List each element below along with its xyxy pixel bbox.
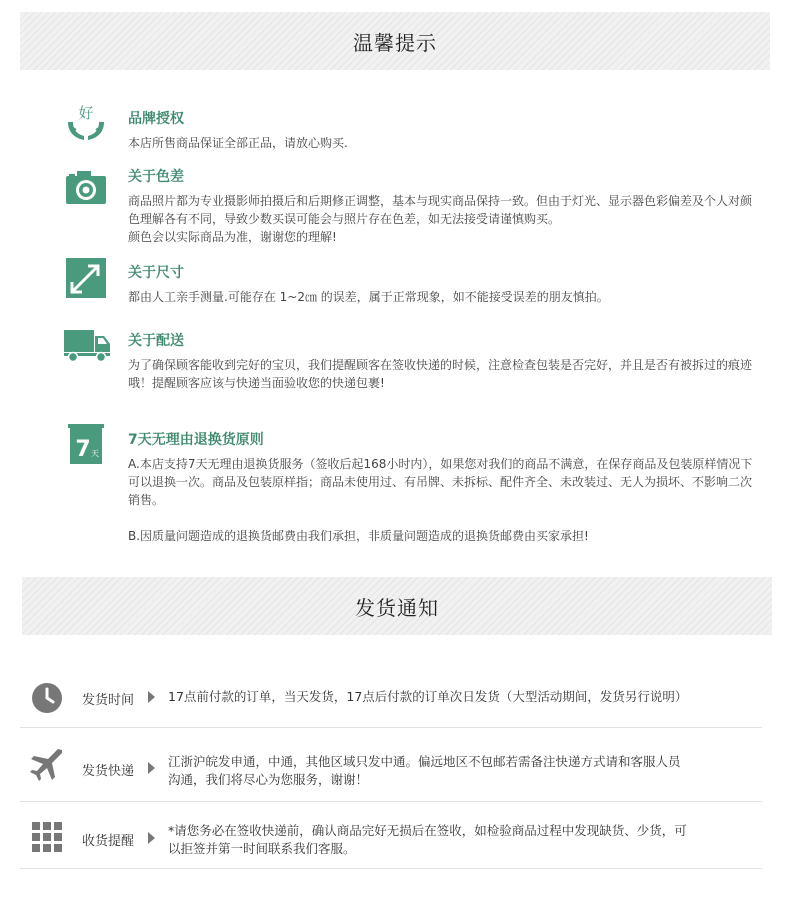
shipping-time-row <box>30 681 762 717</box>
shipping-notice-banner <box>22 577 772 635</box>
shipping-label: 收货提醒 <box>82 834 135 849</box>
shipping-desc: *请您务必在签收快递前，确认商品完好无损后在签收，如检验商品过程中发现缺货、少货，可以拒签并第一时间联系我们客服。 <box>168 823 687 856</box>
divider <box>20 727 762 728</box>
warm-tips-title: 温馨提示 <box>353 30 437 55</box>
warm-tips-banner <box>20 12 770 70</box>
truck-icon <box>64 326 112 370</box>
divider <box>20 801 762 802</box>
tip-text: A.本店支持7天无理由退换货服务（签收后起168小时内），如果您对我们的商品不满意，在保存商品及包装原样情况下可以退换一次。商品及包装原样指；商品未使用过、有吊牌、未拆标、配件齐全、未改装过、无人为损坏、不影响二次销售。 <box>128 457 753 507</box>
tip-title: 关于尺寸 <box>128 265 184 281</box>
tip-size <box>64 258 764 302</box>
tip-color-difference <box>64 166 764 244</box>
svg-text:7: 7 <box>75 437 91 462</box>
shipping-notice-title: 发货通知 <box>355 595 439 620</box>
resize-arrow-icon <box>64 258 108 302</box>
play-arrow-icon <box>148 691 155 703</box>
receipt-reminder-row <box>30 820 762 864</box>
airplane-icon <box>30 748 64 782</box>
tip-text: 颜色会以实际商品为准，谢谢您的理解! <box>128 230 337 244</box>
shipping-label: 发货时间 <box>82 693 135 708</box>
tip-title: 关于色差 <box>128 169 184 185</box>
shipping-desc: 17点前付款的订单，当天发货，17点后付款的订单次日发货（大型活动期间，发货另行说明） <box>168 689 688 704</box>
divider <box>20 868 762 869</box>
play-arrow-icon <box>148 762 155 774</box>
tip-text: B.因质量问题造成的退换货邮费由我们承担，非质量问题造成的退换货邮费由买家承担! <box>128 529 589 543</box>
shipping-label: 发货快递 <box>82 764 135 779</box>
hands-good-icon <box>64 100 108 144</box>
shipping-desc: 江浙沪皖发申通，中通，其他区域只发中通。偏远地区不包邮若需备注快递方式请和客服人员沟通，我们将尽心为您服务，谢谢！ <box>168 754 681 787</box>
tip-title: 关于配送 <box>128 333 184 349</box>
tip-title: 品牌授权 <box>128 111 184 127</box>
play-arrow-icon <box>148 832 155 844</box>
tip-text: 商品照片都为专业摄影师拍摄后和后期修正调整，基本与现实商品保持一致。但由于灯光、显示器色彩偏差及个人对颜色理解各有不同，导致少数买误可能会与照片存在色差，如无法接受请谨慎购买。 <box>128 194 753 226</box>
clock-icon <box>30 681 64 715</box>
tip-text: 都由人工亲手测量.可能存在 1~2㎝ 的误差，属于正常现象，如不能接受误差的朋友慎拍。 <box>128 290 609 304</box>
tip-text: 为了确保顾客能收到完好的宝贝，我们提醒顾客在签收快递的时候，注意检查包装是否完好，并且是否有被拆过的痕迹哦！提醒顾客应该与快递当面验收您的快递包裹! <box>128 358 753 390</box>
grid-icon <box>30 820 64 854</box>
shipping-courier-row <box>30 748 762 792</box>
seven-day-calendar-icon <box>64 424 108 468</box>
tip-delivery <box>64 326 764 390</box>
svg-text:天: 天 <box>91 449 99 458</box>
tip-brand-authorization <box>64 100 764 150</box>
tip-seven-day-return <box>64 424 764 554</box>
tip-title: 7天无理由退换货原则 <box>128 432 264 448</box>
tip-text: 本店所售商品保证全部正品，请放心购买. <box>128 136 348 150</box>
svg-text:好: 好 <box>78 104 94 122</box>
camera-icon <box>64 166 108 210</box>
